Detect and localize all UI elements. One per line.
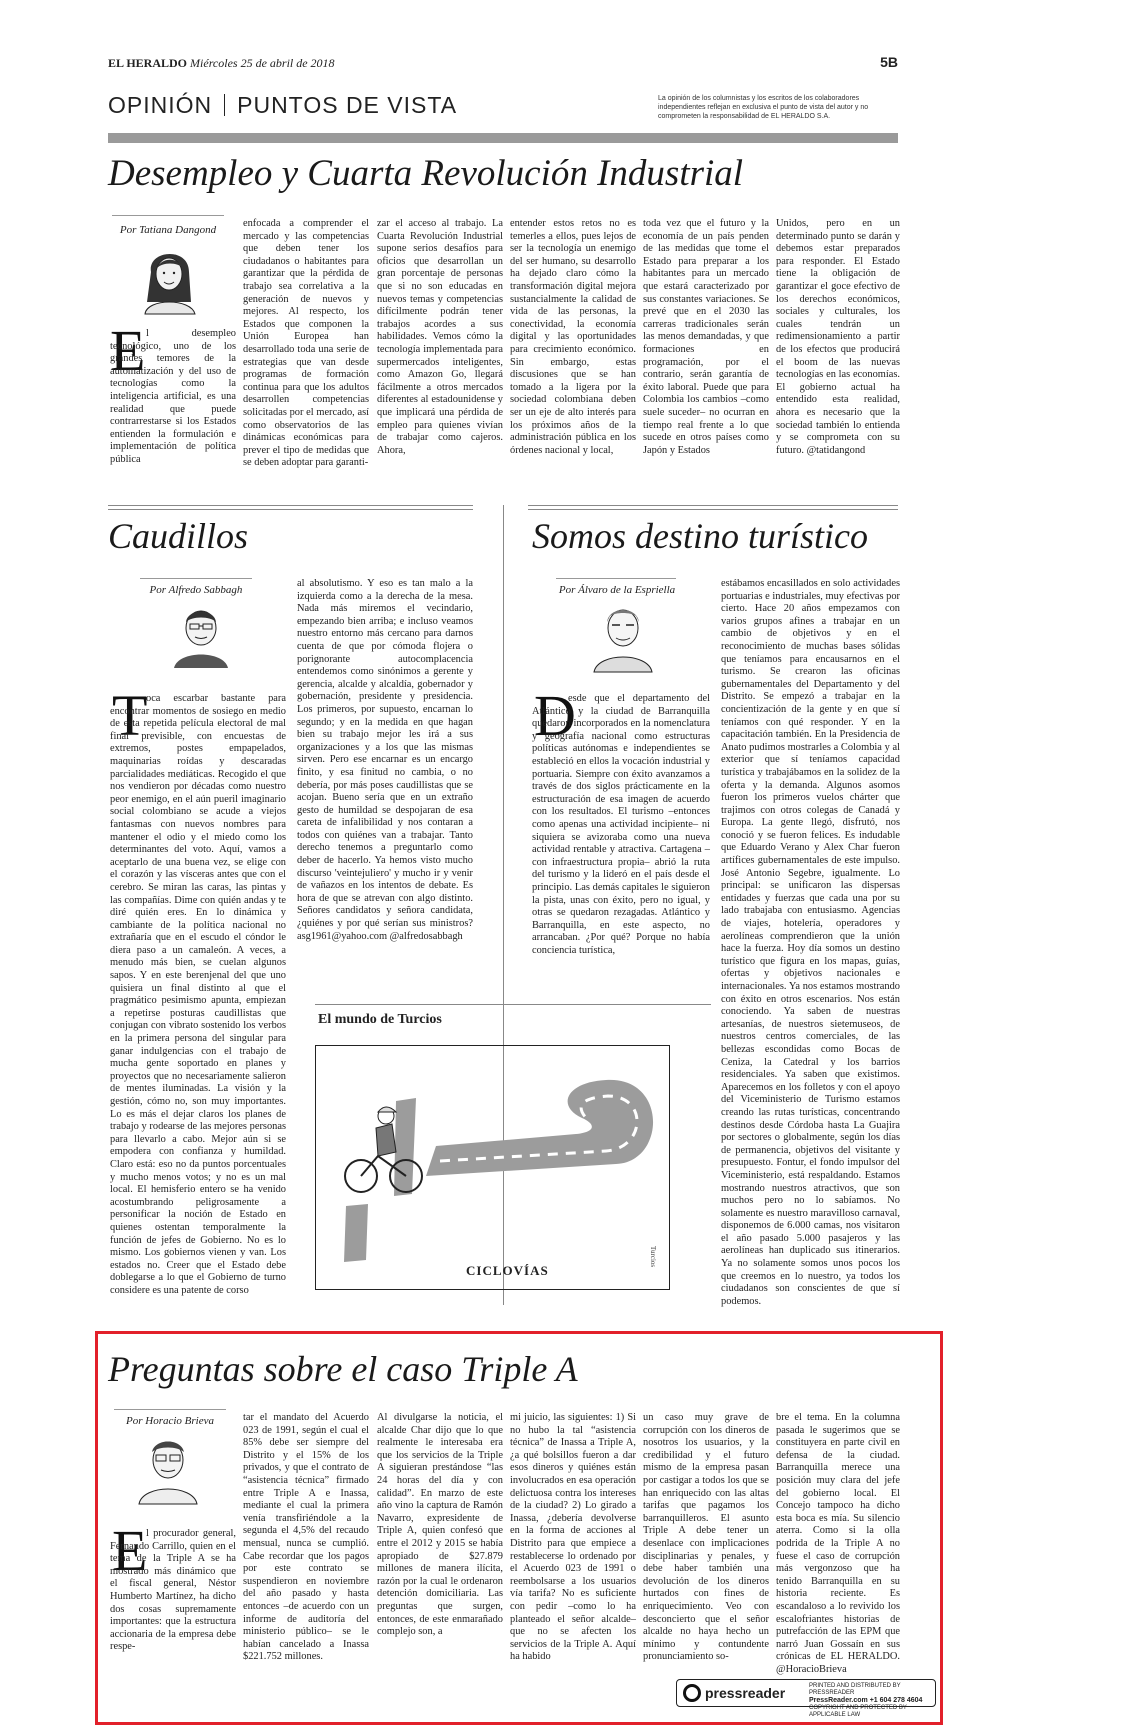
dropcap-letter: T <box>112 683 148 748</box>
byline-rule <box>112 215 224 216</box>
section-separator <box>224 94 225 116</box>
byline-rule <box>556 578 676 579</box>
author-portrait-icon <box>170 600 232 668</box>
cartoon-illustration <box>316 1046 668 1288</box>
author-portrait-icon <box>137 1432 199 1504</box>
article-column: entender estos retos no es temerles a ellos, pues lejos de ser la tecnología un enemigo del ser humano, su desarrollo ha dejado claro cómo la transformación digital mejora sustancialmente la calidad de vida de las personas, la conectividad, la economía digital y las oportunidades para crecimiento económico. Sin embargo, estas discusiones que se han tomado a la ligera por la sociedad colombiana deben ser un eje de alto interés para los próximos años de la administración pública en los órdenes nacional y local, <box>510 218 636 456</box>
cartoon-caption: CICLOVÍAS <box>466 1263 549 1278</box>
article-column: un caso muy grave de corrupción con los dineros de nosotros los usuarios, y la credibilidad y el futuro mismo de la empresa pasan por castigar a todos los que se han enriquecido con las altas tarifas que pagamos los barranquilleros. El asunto Triple A debe tener un desenlace con implicaciones disciplinarias y penales, y debe haber también una devolución de los dineros hurtados con fines de enriquecimiento. Veo con desconcierto que el señor alcalde no haya hecho un mínimo y contundente pronunciamiento so- <box>643 1412 769 1663</box>
article-column: l desempleo tecnológico, uno de los grandes temores de la automatización y del uso de tecnologías como la inteligencia artificial, es una realidad que puede contrarrestarse si los Estados entienden la formulación e implementación de política pública <box>110 328 236 465</box>
article-column: tar el mandato del Acuerdo 023 de 1991, según el cual el 85% debe ser siempre del Distrito y el 15% de los privados, y que el contrato de “asistencia técnica” firmado entre Triple A e Inassa, mediante el cual la primera venía transfiriéndole a la segunda el 4,5% del recaudo mensual, nunca se cumplió. Cabe recordar que los pagos por este contrato se suspendieron en noviembre del año pasado y hasta entonces –de acuerdo con un informe de auditoría del ministerio público– se le habían cancelado a Inassa $221.752 millones. <box>243 1412 369 1663</box>
section-opinion: OPINIÓN <box>108 92 213 118</box>
divider-line <box>528 509 898 510</box>
author-portrait-icon <box>592 600 654 672</box>
byline-rule <box>114 1409 226 1410</box>
cartoon-title: El mundo de Turcios <box>318 1012 442 1027</box>
cartoon-frame <box>315 1045 670 1290</box>
pressreader-name: pressreader <box>705 1685 786 1701</box>
byline-horacio-brieva: Por Horacio Brieva <box>126 1415 214 1427</box>
article-column: toda vez que el futuro y la economía de un país penden de las medidas que tome el Estado para preparar a los habitantes para un mercado que estará caracterizado por sus constantes variaciones. Se prevé que en el 2030 las carreras tradicionales serán las menos demandadas, y que formaciones en programación, por el contrario, serán garantía de éxito laboral. Puede que para Colombia los cambios –como suele suceder– no ocurran en tiempo real frente a lo que sucede en otros países como Japón y Estados <box>643 218 769 456</box>
pressreader-badge <box>676 1679 936 1718</box>
divider-line <box>108 505 473 506</box>
article-title-preguntas-triple-a: Preguntas sobre el caso Triple A <box>108 1349 578 1389</box>
byline-rule <box>140 578 252 579</box>
article-column: l procurador general, Fernando Carrillo, quien en el tema de la Triple A se ha mostrado más dinámico que el fiscal general, Néstor Humberto Martínez, ha dicho dos cosas supremamente importantes: que la estructura accionaria de la empresa debe respe- <box>110 1528 236 1653</box>
divider-line <box>108 509 473 510</box>
article-column: oca escarbar bastante para encontrar momentos de sosiego en medio de esta repetida película electoral de mal final previsible, con encuestas de extremos, postes empapelados, maquinarias roídas y descaradas parcialidades mediáticas. Recogido el que nos vendieron por décadas como nuestro peor enemigo, en el aún pueril imaginario social colombiano se acude a viejos fantasmas con nuevos nombres para mantener el odio y el miedo como los determinantes del voto. Aquí, vamos a aceptarlo de una buena vez, se elige con el corazón y las vísceras antes que con el cerebro. Se miran las caras, las pintas y las compañías. Dime con quién andas y te diré quién eres. En lo dinámica y cambiante de la política nacional no extrañaría que en el escudo el cóndor le diera paso a un camaleón. A veces, a menudo más bien, se cuelan algunos sapos. Y en este berenjenal del que uno quisiera un final distinto al que el pragmático pesimismo apunta, empiezan a repetirse posturas caudillistas que conjugan con vibrato sostenido los verbos en la primera persona del singular para ganar indulgencias con el trabajo de mucha gente soportado en planes y proyectos que no necesariamente salieron de mentes iluminadas. La visión y la gestión, cómo no, son muy importantes. Lo es más el dejar claros los planes de trabajo y rodearse de las mejores personas para llevarlo a cabo. Mejor aún si se empodera con confianza y humildad. Claro está: eso no da puntos porcentuales y mucho menos votos; y no es un mal local. El hemisferio entero se ha venido acostumbrando peligrosamente a personificar la noción de Estado en quienes ostentan temporalmente la función de jefes de Gobierno. No es lo mismo. Los gobiernos vienen y van. Los estados no. Creer que el Estado debe doblegarse a lo que el Gobierno de turno considere es una patente de corso <box>110 693 286 1296</box>
article-column: estábamos encasillados en solo actividades portuarias e industriales, muy efectivas por cierto. Hace 20 años empezamos con varios grupos afines a trabajar en un cambio de objetivos y en el reconocimiento de muchas bases sólidas que teníamos para encausarnos en el turismo. Se crearon las oficinas gubernamentales del Departamento y del Distrito. Se empezó a trabajar en la concientización de la gente y en que sí teníamos con qué responder. Y en la capacitación también. En la Presidencia de Anato pudimos mostrarles a Colombia y al exterior que sí teníamos capacidad turística y trabajábamos en la solidez de la oferta y la demanda. Algunos asomos fueron los primeros vuelos chárter que trajimos con otros colegas de Canadá y Europa. La gente llegó, disfrutó, nos conoció y se fueron felices. Es indudable que Eduardo Verano y Alex Char fueron artífices gubernamentales de este impulso. José Antonio Segebre, igualmente. Lo principal: se unificaron las dispersas entidades y fuerzas que cada una por su lado trabajaba con entusiasmo. Agencias de viajes, hotelería, operadores y aerolíneas comprendieron que la unión hace la fuerza. Hoy día somos un destino turístico que figura en los mapas, guías, ofertas y objetivos nacionales e internacionales. Ya nos estamos mostrando con éxito en otros escenarios. Nos están conociendo. Ya saben de nuestras artesanías, de nuestros sietemuseos, de nuestros centros comerciales, de las bellezas escondidas como Bocas de Ceniza, la Catedral y los barrios residenciales. Ya saben que existimos. Aparecemos en los folletos y con el apoyo del Viceministerio de Turismo estamos creando las rutas turísticas, concentrando destinos desde Córdoba hasta La Guajira por sectores o globalmente, según los días de permanencia, objetivos del visitante y presupuesto. Fontur, el fondo impulsor del Viceministerio, está respaldando. Estamos mostrando nuestros atractivos, que son muchos pero no lo sabíamos. No solamente es nuestro maravilloso carnaval, disponemos de 6.000 camas, nos visitaron el año pasado 5.000 pasajeros y las aerolíneas han duplicado sus itinerarios. Ya no solamente somos unos pocos los que creemos en lo nuestro, ya todos los ciudadanos son conscientes de que sí podemos. <box>721 578 900 1307</box>
dropcap-letter: E <box>112 1518 148 1583</box>
article-column: zar el acceso al trabajo. La Cuarta Revolución Industrial supone serios desafíos para oficios que desarrollan un gran porcentaje de personas que si no son educadas en nuevos temas y competencias difícilmente podrán tener trabajos acordes a sus habilidades. Vemos cómo la tecnología implementada para supermercados inteligentes, como Amazon Go, llegará fácilmente a otros mercados diferentes al estadounidense y que implicará una pérdida de empleo para quienes vivían de trabajar como cajeros. Ahora, <box>377 218 503 456</box>
byline-alvaro-de-la-espriella: Por Álvaro de la Espriella <box>558 584 676 596</box>
byline-tatiana-dangond: Por Tatiana Dangond <box>119 224 217 236</box>
section-header <box>108 92 898 132</box>
brand-name: EL HERALDO <box>108 56 188 70</box>
article-column: Unidos, pero en un determinado punto se darán y debemos estar preparados para responder. El Estado tiene la obligación de garantizar el goce efectivo de los derechos económicos, sociales y culturales, los cuales tendrán un redimensionamiento a partir de los efectos que producirá el boom de las nuevas tecnologías en las economías. El gobierno actual ha entendido esta realidad, ahora es necesario que la sociedad también lo entienda y se comprometa con su futuro. @tatidangond <box>776 218 900 456</box>
article-title-desempleo: Desempleo y Cuarta Revolución Industrial <box>108 153 744 194</box>
dropcap-letter: E <box>110 318 146 383</box>
article-column: Al divulgarse la noticia, el alcalde Char dijo que lo que realmente le interesaba era que los servicios de la Triple A siguieran prestándose “las 24 horas del día y con calidad”. En marzo de este año vino la captura de Ramón Navarro, expresidente de Triple A, quien confesó que entre el 2012 y 2015 se había apropiado de $27.879 millones de manera ilícita, razón por la cual le ordenaron detención domiciliaria. Las preguntas que surgen, entonces, de este enmarañado complejo son, a <box>377 1412 503 1638</box>
divider-line <box>528 505 898 506</box>
article-column: mi juicio, las siguientes: 1) Si no hubo la tal “asistencia técnica” de Inassa a Triple A, ¿a qué bolsillos fueron a dar esos dineros y quiénes están involucrados en esa operación delictuosa contra los intereses de la ciudad? 2) Lo girado a Inassa, ¿debería devolverse en la forma de acciones al Distrito para que empiece a restablecerse lo ordenado por el Acuerdo 023 de 1991 o reembolsarse a los usuarios vía tarifa? No es suficiente con pedir –como lo ha planteado el señor alcalde– que no se afecten los servicios de la Triple A. Aquí ha habido <box>510 1412 636 1663</box>
article-column: enfocada a comprender el mercado y las competencias que deben tener los ciudadanos o habitantes para garantizar que la pérdida de trabajo sea correlativa a la generación de nuevos y mejores. Al respecto, los Estados que componen la Unión Europea han desarrollado toda una serie de estrategias que van desde programas de formación continua para que los adultos desarrollen competencias solicitadas por el mercado, así como observatorios de las dinámicas económicas para prever el tipo de medidas que se deben adoptar para garanti- <box>243 218 369 469</box>
article-title-caudillos: Caudillos <box>108 516 249 556</box>
section-puntos-de-vista: PUNTOS DE VISTA <box>237 92 458 118</box>
dropcap-letter: D <box>534 683 576 748</box>
newspaper-brand <box>108 56 335 71</box>
divider-line <box>315 1004 711 1005</box>
editorial-disclaimer: La opinión de los columnistas y los escritos de los colaboradores independientes reflejan en exclusiva el punto de vista del autor y no comprometen la responsabilidad de EL HERALDO S.A. <box>658 95 869 120</box>
masthead <box>108 56 898 72</box>
pressreader-info <box>809 1683 933 1719</box>
article-column: bre el tema. En la columna pasada le sugerimos que se constituyera en parte civil en defensa de la ciudad. Barranquilla merece una posición muy clara del jefe del gobierno local. El Concejo tampoco ha dicho esta boca es mía. Su silencio aterra. Como si la olla podrida de la Triple A no fuese el caso de corrupción más vergonzoso que ha tenido Barranquilla en su historia reciente. Es escandaloso a lo revivido los escalofriantes historias de putrefacción de las EPM que narró Juan Gossaín en sus crónicas de EL HERALDO. @HoracioBrieva <box>776 1412 900 1675</box>
section-divider-bar <box>108 133 898 143</box>
article-title-somos-destino-turistico: Somos destino turístico <box>532 516 869 556</box>
article-column: esde que el departamento del Atlántico y la ciudad de Barranquilla quedaron incorporados en la nomenclatura y geografía nacional como estructuras políticas autónomas e independientes se estableció en ellos la vocación industrial y portuaria. Siempre con éxito avanzamos a través de dos siglos prácticamente en la estructuración de esa imagen de acuerdo con los resultados. El turismo –entonces como apenas una actividad incipiente– ni siquiera se avizoraba como una nueva actividad rentable y atractiva. Cartagena –con infraestructura propia– abrió la ruta del turismo y la lideró en el país desde el principio. Las demás capitales le siguieron la pista, unas con éxito, pero no igual, y otras se quedaron rezagadas. Atlántico y Barranquilla, en este aspecto, no arrancaban. ¿Por qué? Porque no había conciencia turística, <box>532 693 710 956</box>
cartoonist-signature: Turcios <box>649 1245 657 1267</box>
byline-alfredo-sabbagh: Por Alfredo Sabbagh <box>149 584 243 596</box>
page-number: 5B <box>880 54 898 70</box>
article-column: al absolutismo. Y eso es tan malo a la izquierda como a la derecha de la mesa. Nada más miremos el vecindario, empezando bien arriba; e incluso veamos nuestro entorno más cercano para darnos cuenta de que por cómoda flojera o porignorante autocomplacencia entendemos como sinónimos a gerente y gerencia, alcalde y alcaldía, gobernador y gobernación, presidente y presidencia. Los primeros, por supuesto, encarnan lo segundo; y en la medida en que hagan bien su trabajo mejor les irá a sus organizaciones y a los que las mismas sirven. Pero ese encarnar es un encargo finito, y esa finitud no cambia, o no debería, por más poses caudillistas que se acojan. Bueno sería que en un extraño gesto de humildad se despojaran de esa careta de infalibilidad y nos contaran a todos con quiénes van a trabajar. Tanto derecho tenemos a preguntarlo como deber de hacerlo. Ya hemos visto mucho discurso 'veintejuliero' y mucho ir y venir de vañazos en los intentos de debate. Es hora de que se atrevan con algo distinto. Señores candidatos y señora candidata, ¿quiénes y por qué serían sus ministros? asg1961@yahoo.com @alfredosabbagh <box>297 578 473 942</box>
pressreader-line1: PRINTED AND DISTRIBUTED BY PRESSREADER <box>809 1683 901 1696</box>
pressreader-line2: PressReader.com +1 604 278 4604 <box>809 1697 923 1704</box>
pressreader-logo-icon <box>683 1684 701 1702</box>
pressreader-line3: COPYRIGHT AND PROTECTED BY APPLICABLE LAW <box>809 1705 907 1718</box>
author-portrait-icon <box>137 242 202 314</box>
issue-date: Miércoles 25 de abril de 2018 <box>190 56 335 70</box>
